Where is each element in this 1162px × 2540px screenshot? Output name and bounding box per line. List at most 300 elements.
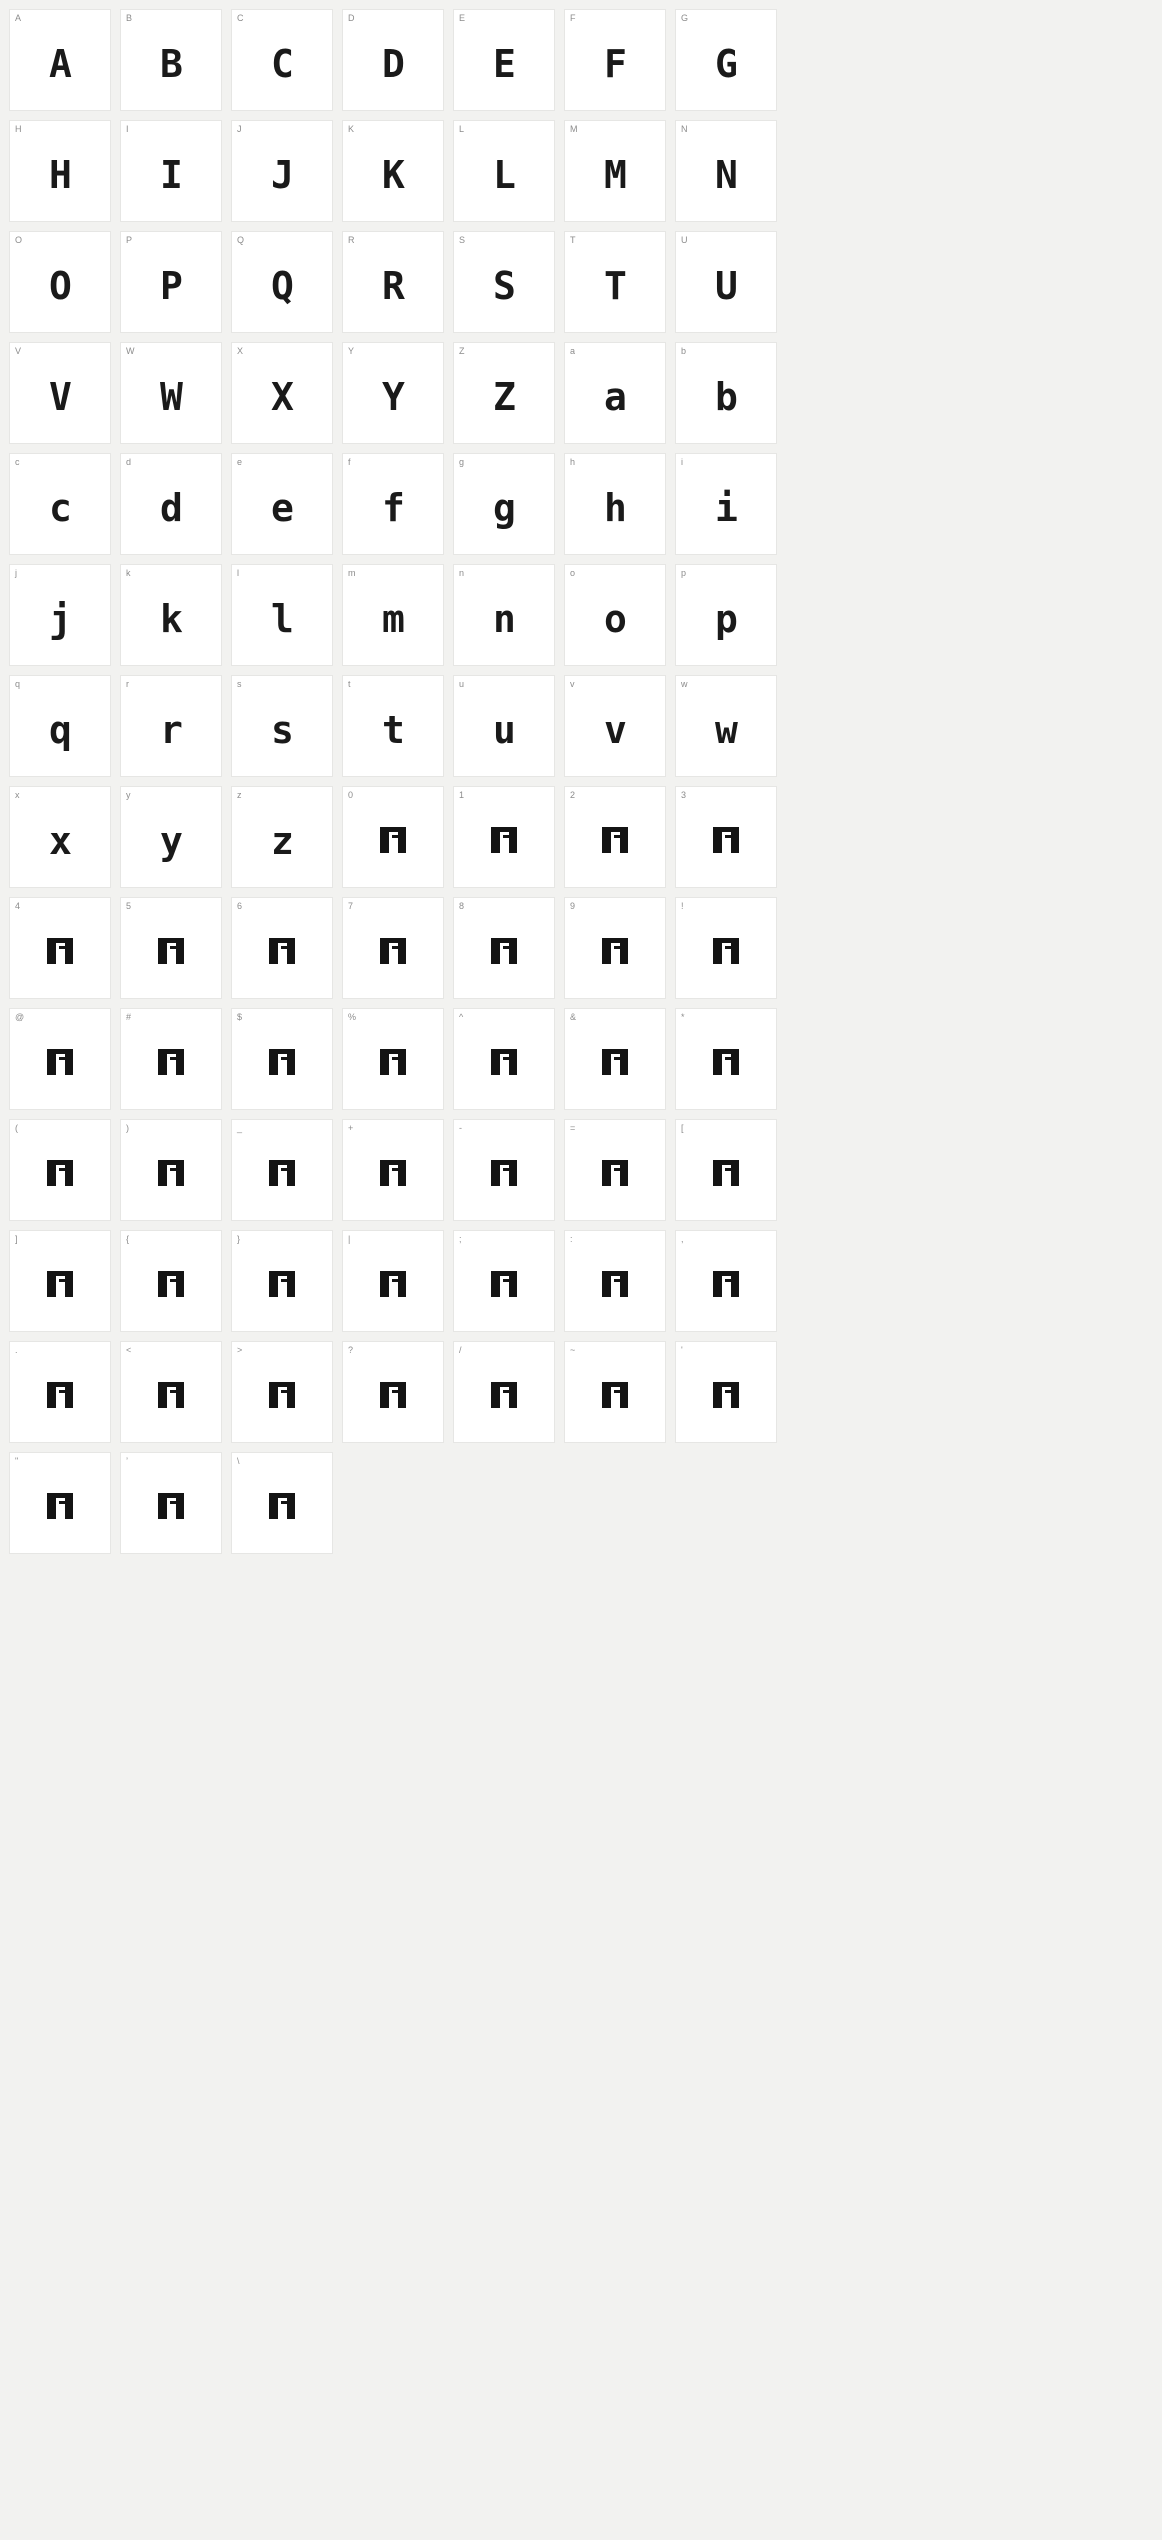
glyph-cell[interactable] (675, 786, 777, 888)
glyph-character: U (715, 264, 737, 308)
notdef-icon (47, 1493, 73, 1519)
glyph-cell-label: [ (681, 1123, 684, 1133)
glyph-missing-box (232, 1231, 332, 1331)
glyph-cell-label: 1 (459, 790, 465, 800)
glyph-cell-label: T (570, 235, 576, 245)
glyph-character: n (493, 597, 515, 641)
glyph-cell-label: 9 (570, 901, 576, 911)
glyph-cell[interactable] (453, 231, 555, 333)
glyph-missing-box (565, 1231, 665, 1331)
glyph-character: Z (493, 375, 515, 419)
glyph-cell[interactable] (120, 1230, 222, 1332)
glyph-cell[interactable] (453, 9, 555, 111)
glyph-cell[interactable] (564, 120, 666, 222)
glyph-character: a (604, 375, 626, 419)
glyph-missing-box (343, 1120, 443, 1220)
glyph-cell-label: d (126, 457, 132, 467)
glyph-cell[interactable] (675, 1341, 777, 1443)
glyph-character: s (271, 708, 293, 752)
glyph-character: d (160, 486, 182, 530)
glyph-cell[interactable] (342, 897, 444, 999)
notdef-icon (269, 1160, 295, 1186)
glyph-cell[interactable] (342, 1119, 444, 1221)
glyph-cell[interactable] (120, 231, 222, 333)
glyph-character: K (382, 153, 404, 197)
glyph-cell[interactable] (564, 1341, 666, 1443)
glyph-missing-box (676, 1342, 776, 1442)
glyph-cell[interactable] (564, 675, 666, 777)
glyph-cell-label: K (348, 124, 355, 134)
glyph-cell[interactable] (120, 786, 222, 888)
glyph-cell-label: q (15, 679, 21, 689)
glyph-cell-label: 5 (126, 901, 132, 911)
glyph-cell-label: L (459, 124, 465, 134)
glyph-cell-label: o (570, 568, 576, 578)
glyph-character: F (604, 42, 626, 86)
glyph-character: b (715, 375, 737, 419)
glyph-missing-box (565, 1120, 665, 1220)
glyph-missing-box (676, 898, 776, 998)
glyph-missing-box (676, 1231, 776, 1331)
glyph-cell-label: O (15, 235, 23, 245)
glyph-character: P (160, 264, 182, 308)
glyph-character: X (271, 375, 293, 419)
glyph-character: e (271, 486, 293, 530)
glyph-cell[interactable] (675, 1119, 777, 1221)
glyph-cell[interactable] (231, 1119, 333, 1221)
glyph-character: r (160, 708, 182, 752)
glyph-missing-box (343, 1231, 443, 1331)
glyph-missing-box (10, 1009, 110, 1109)
glyph-cell[interactable] (231, 9, 333, 111)
glyph-cell-label: B (126, 13, 133, 23)
glyph-missing-box (565, 898, 665, 998)
glyph-cell-label: S (459, 235, 466, 245)
glyph-cell[interactable] (231, 231, 333, 333)
glyph-cell-label: H (15, 124, 22, 134)
glyph-cell-label: ? (348, 1345, 354, 1355)
glyph-cell[interactable] (231, 1230, 333, 1332)
glyph-cell[interactable] (9, 231, 111, 333)
glyph-cell-label: } (237, 1234, 241, 1244)
notdef-icon (602, 1049, 628, 1075)
glyph-missing-box (121, 1453, 221, 1553)
glyph-missing-box (676, 1009, 776, 1109)
glyph-cell[interactable] (453, 1341, 555, 1443)
glyph-character: l (271, 597, 293, 641)
glyph-cell-label: G (681, 13, 689, 23)
glyph-cell-label: s (237, 679, 242, 689)
glyph-missing-box (565, 1009, 665, 1109)
notdef-icon (491, 1271, 517, 1297)
glyph-character: g (493, 486, 515, 530)
glyph-cell-label: " (15, 1456, 19, 1466)
glyph-cell[interactable] (675, 564, 777, 666)
glyph-cell[interactable] (453, 342, 555, 444)
glyph-cell-label: \ (237, 1456, 240, 1466)
glyph-cell[interactable] (120, 342, 222, 444)
glyph-cell-label: m (348, 568, 356, 578)
glyph-cell[interactable] (342, 342, 444, 444)
glyph-missing-box (343, 1009, 443, 1109)
glyph-cell-label: { (126, 1234, 130, 1244)
glyph-missing-box (121, 898, 221, 998)
glyph-missing-box (10, 898, 110, 998)
glyph-cell-label: ' (681, 1345, 683, 1355)
glyph-cell[interactable] (231, 897, 333, 999)
glyph-missing-box (10, 1231, 110, 1331)
glyph-cell-label: & (570, 1012, 577, 1022)
glyph-cell[interactable] (564, 1119, 666, 1221)
glyph-cell[interactable] (9, 564, 111, 666)
glyph-cell[interactable] (564, 342, 666, 444)
glyph-cell[interactable] (9, 453, 111, 555)
glyph-cell[interactable] (564, 231, 666, 333)
glyph-cell-label: ] (15, 1234, 18, 1244)
glyph-character: W (160, 375, 182, 419)
glyph-cell-label: ’ (126, 1456, 129, 1466)
glyph-character: J (271, 153, 293, 197)
glyph-cell-label: w (681, 679, 688, 689)
glyph-cell[interactable] (120, 897, 222, 999)
notdef-icon (269, 1382, 295, 1408)
glyph-character: w (715, 708, 737, 752)
glyph-cell-label: M (570, 124, 578, 134)
glyph-character: y (160, 819, 182, 863)
glyph-cell[interactable] (231, 342, 333, 444)
glyph-cell[interactable] (675, 1230, 777, 1332)
glyph-cell[interactable] (231, 786, 333, 888)
glyph-cell[interactable] (564, 564, 666, 666)
glyph-cell[interactable] (453, 453, 555, 555)
glyph-character: B (160, 42, 182, 86)
glyph-character: j (49, 597, 71, 641)
glyph-character: Y (382, 375, 404, 419)
notdef-icon (47, 1049, 73, 1075)
glyph-cell-label: - (459, 1123, 463, 1133)
glyph-character: q (49, 708, 71, 752)
glyph-cell[interactable] (564, 1008, 666, 1110)
glyph-cell-label: r (126, 679, 130, 689)
glyph-character: C (271, 42, 293, 86)
glyph-cell-label: Q (237, 235, 245, 245)
glyph-cell-label: a (570, 346, 576, 356)
glyph-cell-label: c (15, 457, 20, 467)
glyph-cell[interactable] (9, 786, 111, 888)
glyph-cell[interactable] (675, 1008, 777, 1110)
glyph-cell-label: > (237, 1345, 243, 1355)
notdef-icon (269, 1049, 295, 1075)
glyph-cell[interactable] (453, 1008, 555, 1110)
notdef-icon (47, 1160, 73, 1186)
glyph-cell-label: E (459, 13, 466, 23)
glyph-cell-label: 0 (348, 790, 354, 800)
glyph-character: L (493, 153, 515, 197)
glyph-cell[interactable] (231, 1341, 333, 1443)
glyph-cell-label: k (126, 568, 131, 578)
glyph-cell[interactable] (564, 453, 666, 555)
notdef-icon (158, 1271, 184, 1297)
glyph-cell-label: e (237, 457, 243, 467)
glyph-missing-box (454, 1231, 554, 1331)
glyph-cell[interactable] (120, 675, 222, 777)
glyph-cell[interactable] (564, 1230, 666, 1332)
glyph-cell[interactable] (564, 786, 666, 888)
glyph-missing-box (232, 1453, 332, 1553)
glyph-missing-box (565, 787, 665, 887)
glyph-cell[interactable] (342, 120, 444, 222)
glyph-missing-box (676, 787, 776, 887)
notdef-icon (47, 1271, 73, 1297)
notdef-icon (158, 1493, 184, 1519)
glyph-cell[interactable] (453, 1119, 555, 1221)
glyph-cell-label: b (681, 346, 687, 356)
notdef-icon (269, 938, 295, 964)
glyph-cell-label: h (570, 457, 576, 467)
glyph-character: H (49, 153, 71, 197)
glyph-cell[interactable] (9, 342, 111, 444)
glyph-cell-label: 7 (348, 901, 354, 911)
glyph-cell-label: ^ (459, 1012, 464, 1022)
notdef-icon (713, 1271, 739, 1297)
glyph-cell[interactable] (675, 897, 777, 999)
glyph-cell-label: g (459, 457, 465, 467)
glyph-cell[interactable] (9, 1452, 111, 1554)
glyph-cell-label: A (15, 13, 22, 23)
glyph-cell-label: V (15, 346, 22, 356)
glyph-cell-label: v (570, 679, 575, 689)
glyph-missing-box (343, 898, 443, 998)
glyph-cell-label: = (570, 1123, 576, 1133)
glyph-cell-label: j (15, 568, 18, 578)
glyph-cell-label: @ (15, 1012, 25, 1022)
glyph-cell-label: _ (237, 1123, 243, 1133)
glyph-cell-label: i (681, 457, 684, 467)
glyph-cell[interactable] (231, 453, 333, 555)
glyph-cell[interactable] (675, 675, 777, 777)
glyph-missing-box (454, 1120, 554, 1220)
glyph-cell-label: + (348, 1123, 354, 1133)
glyph-character: M (604, 153, 626, 197)
glyph-missing-box (121, 1231, 221, 1331)
notdef-icon (269, 1271, 295, 1297)
glyph-cell[interactable] (453, 564, 555, 666)
glyph-missing-box (565, 1342, 665, 1442)
glyph-cell-label: . (15, 1345, 18, 1355)
glyph-cell[interactable] (120, 1341, 222, 1443)
glyph-cell-label: l (237, 568, 240, 578)
notdef-icon (491, 827, 517, 853)
glyph-character: I (160, 153, 182, 197)
glyph-cell[interactable] (453, 120, 555, 222)
glyph-cell[interactable] (120, 564, 222, 666)
glyph-cell-label: 6 (237, 901, 243, 911)
glyph-character: m (382, 597, 404, 641)
glyph-cell[interactable] (342, 786, 444, 888)
glyph-missing-box (343, 1342, 443, 1442)
notdef-icon (602, 938, 628, 964)
glyph-character: S (493, 264, 515, 308)
glyph-missing-box (10, 1453, 110, 1553)
notdef-icon (380, 1271, 406, 1297)
glyph-cell[interactable] (564, 897, 666, 999)
glyph-cell[interactable] (342, 1230, 444, 1332)
glyph-missing-box (343, 787, 443, 887)
glyph-cell[interactable] (453, 675, 555, 777)
glyph-character: z (271, 819, 293, 863)
glyph-cell-label: y (126, 790, 131, 800)
glyph-cell-label: u (459, 679, 465, 689)
glyph-cell-label: z (237, 790, 242, 800)
notdef-icon (713, 1160, 739, 1186)
glyph-character: D (382, 42, 404, 86)
glyph-cell-label: n (459, 568, 465, 578)
glyph-cell[interactable] (9, 1230, 111, 1332)
glyph-cell-label: | (348, 1234, 351, 1244)
glyph-cell[interactable] (9, 897, 111, 999)
glyph-cell-label: , (681, 1234, 684, 1244)
glyph-cell[interactable] (231, 1452, 333, 1554)
notdef-icon (158, 938, 184, 964)
glyph-cell[interactable] (675, 231, 777, 333)
glyph-missing-box (454, 787, 554, 887)
glyph-character: N (715, 153, 737, 197)
notdef-icon (713, 938, 739, 964)
glyph-cell[interactable] (120, 1008, 222, 1110)
glyph-character: O (49, 264, 71, 308)
glyph-cell-label: / (459, 1345, 462, 1355)
glyph-cell[interactable] (231, 564, 333, 666)
glyph-cell-label: 8 (459, 901, 465, 911)
glyph-cell-label: W (126, 346, 135, 356)
glyph-cell[interactable] (342, 1341, 444, 1443)
glyph-cell[interactable] (120, 1119, 222, 1221)
notdef-icon (602, 1271, 628, 1297)
glyph-character: Q (271, 264, 293, 308)
glyph-cell[interactable] (9, 1008, 111, 1110)
glyph-cell-label: ! (681, 901, 684, 911)
glyph-cell-label: F (570, 13, 576, 23)
glyph-cell[interactable] (120, 120, 222, 222)
glyph-cell[interactable] (342, 231, 444, 333)
glyph-cell[interactable] (675, 453, 777, 555)
glyph-cell[interactable] (453, 897, 555, 999)
glyph-missing-box (454, 1342, 554, 1442)
glyph-cell[interactable] (120, 453, 222, 555)
notdef-icon (713, 1382, 739, 1408)
glyph-cell[interactable] (342, 675, 444, 777)
glyph-cell-label: $ (237, 1012, 243, 1022)
glyph-character: G (715, 42, 737, 86)
glyph-missing-box (232, 1342, 332, 1442)
notdef-icon (269, 1493, 295, 1519)
glyph-cell[interactable] (120, 1452, 222, 1554)
glyph-cell-label: X (237, 346, 244, 356)
glyph-cell[interactable] (675, 120, 777, 222)
notdef-icon (602, 1160, 628, 1186)
glyph-character: o (604, 597, 626, 641)
glyph-cell[interactable] (9, 675, 111, 777)
glyph-character: x (49, 819, 71, 863)
glyph-missing-box (232, 1009, 332, 1109)
glyph-cell-label: D (348, 13, 355, 23)
glyph-cell-label: 4 (15, 901, 21, 911)
glyph-missing-box (676, 1120, 776, 1220)
glyph-cell-label: t (348, 679, 351, 689)
glyph-cell[interactable] (453, 1230, 555, 1332)
glyph-character: t (382, 708, 404, 752)
glyph-missing-box (10, 1120, 110, 1220)
glyph-cell[interactable] (231, 1008, 333, 1110)
glyph-cell[interactable] (120, 9, 222, 111)
glyph-cell-label: f (348, 457, 351, 467)
glyph-character: k (160, 597, 182, 641)
notdef-icon (713, 1049, 739, 1075)
glyph-cell-label: ; (459, 1234, 462, 1244)
glyph-cell-label: I (126, 124, 129, 134)
glyph-cell-label: x (15, 790, 20, 800)
glyph-missing-box (10, 1342, 110, 1442)
glyph-character: T (604, 264, 626, 308)
notdef-icon (158, 1382, 184, 1408)
glyph-cell-label: ) (126, 1123, 130, 1133)
glyph-cell[interactable] (231, 120, 333, 222)
notdef-icon (491, 938, 517, 964)
glyph-cell-label: * (681, 1012, 685, 1022)
glyph-character: f (382, 486, 404, 530)
glyph-cell-label: # (126, 1012, 132, 1022)
notdef-icon (47, 1382, 73, 1408)
notdef-icon (380, 827, 406, 853)
glyph-cell-label: Y (348, 346, 355, 356)
glyph-cell-label: J (237, 124, 242, 134)
glyph-cell[interactable] (342, 453, 444, 555)
glyph-cell-label: : (570, 1234, 573, 1244)
notdef-icon (158, 1049, 184, 1075)
glyph-cell-label: R (348, 235, 355, 245)
notdef-icon (491, 1160, 517, 1186)
glyph-cell[interactable] (342, 9, 444, 111)
glyph-character: c (49, 486, 71, 530)
notdef-icon (380, 1382, 406, 1408)
notdef-icon (602, 827, 628, 853)
notdef-icon (491, 1049, 517, 1075)
glyph-cell-label: C (237, 13, 244, 23)
glyph-cell-label: 3 (681, 790, 687, 800)
notdef-icon (158, 1160, 184, 1186)
glyph-missing-box (454, 1009, 554, 1109)
glyph-cell-label: U (681, 235, 688, 245)
glyph-cell[interactable] (9, 120, 111, 222)
glyph-cell-label: % (348, 1012, 357, 1022)
glyph-character: R (382, 264, 404, 308)
glyph-cell-label: ~ (570, 1345, 576, 1355)
glyph-cell[interactable] (342, 564, 444, 666)
glyph-cell[interactable] (564, 9, 666, 111)
notdef-icon (380, 938, 406, 964)
glyph-cell[interactable] (675, 342, 777, 444)
glyph-cell[interactable] (9, 9, 111, 111)
glyph-cell[interactable] (9, 1119, 111, 1221)
notdef-icon (602, 1382, 628, 1408)
glyph-cell[interactable] (342, 1008, 444, 1110)
glyph-cell[interactable] (453, 786, 555, 888)
glyph-cell[interactable] (231, 675, 333, 777)
glyph-cell[interactable] (675, 9, 777, 111)
notdef-icon (47, 938, 73, 964)
glyph-cell[interactable] (9, 1341, 111, 1443)
glyph-missing-box (121, 1342, 221, 1442)
